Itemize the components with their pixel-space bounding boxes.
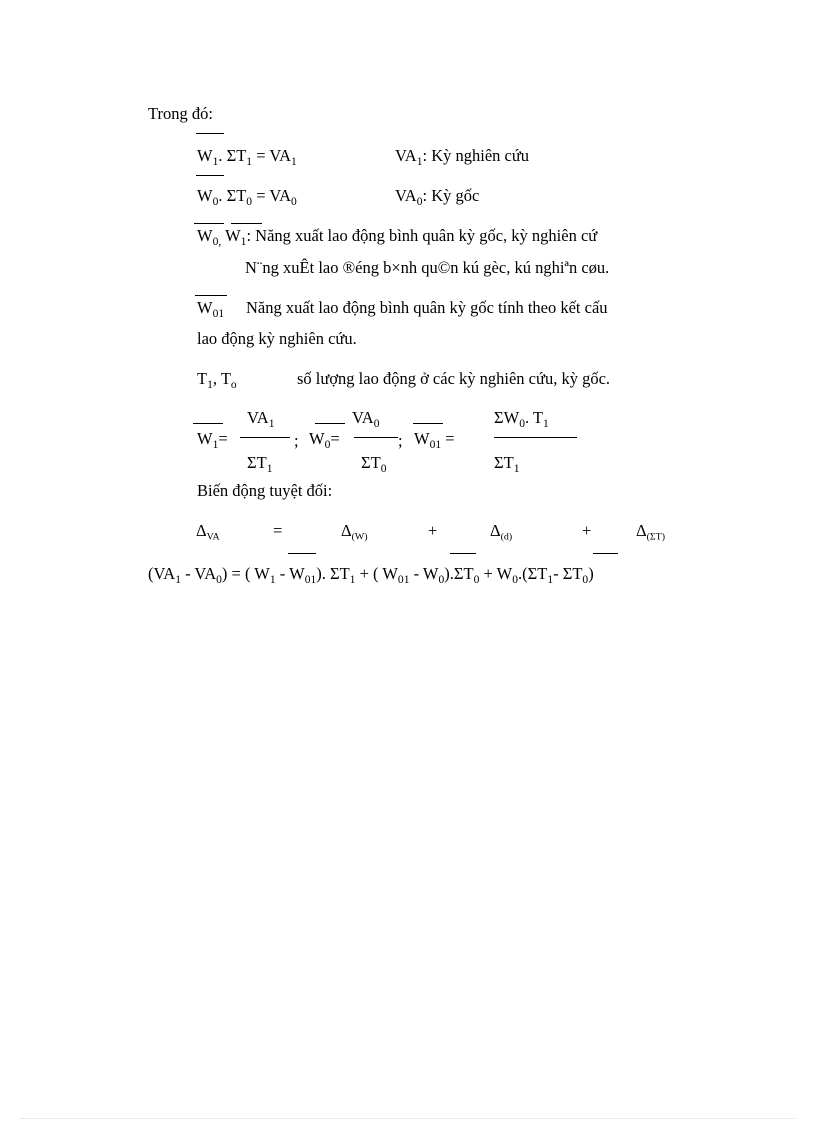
frac3-den: $\Sigma T_1$ <box>494 453 520 476</box>
overline <box>231 223 262 224</box>
overline <box>315 423 345 424</box>
sep2: ; <box>398 431 403 450</box>
def5-symbol: $T_1$, $T_o$ <box>197 369 237 392</box>
intro-label: Trong đó: <box>148 104 213 123</box>
def1-formula: $W_1$. $\Sigma T_1 = VA_1$ <box>197 146 297 169</box>
overline <box>193 423 223 424</box>
frac3-line <box>494 437 577 438</box>
delta-st: $\Delta_{(\Sigma T)}$ <box>636 521 665 543</box>
w1-lhs: $W_1=$ <box>197 429 228 452</box>
delta-w: $\Delta_{(W)}$ <box>341 521 368 543</box>
delta-va: $\Delta_{VA}$ <box>196 521 220 543</box>
frac3-num: $\Sigma W_0$. $T_1$ <box>494 408 549 431</box>
def2-formula: $W_0$. $\Sigma T_0 = VA_0$ <box>197 186 297 209</box>
overline <box>196 133 224 134</box>
abs-change-label: Biến động tuyệt đối: <box>197 481 333 500</box>
def4-line2: lao động kỳ nghiên cứu. <box>197 329 357 348</box>
delta-plus2: + <box>582 521 592 540</box>
page-footer-rule <box>20 1118 796 1119</box>
frac1-num: $VA_1$ <box>247 408 275 431</box>
frac2-den: $\Sigma T_0$ <box>361 453 387 476</box>
def4-symbol: $W_{01}$ <box>197 298 225 321</box>
frac2-line <box>354 437 398 438</box>
frac2-num: $VA_0$ <box>352 408 380 431</box>
frac1-line <box>240 437 290 438</box>
overline <box>196 175 224 176</box>
def3-line1: $W_{0,}$ $W_1$: Năng xuất lao động bình quân kỳ gốc, kỳ nghiên cứ <box>197 226 598 249</box>
overline <box>194 223 224 224</box>
delta-d: $\Delta_{(d)}$ <box>490 521 513 543</box>
delta-plus1: + <box>428 521 438 540</box>
frac1-den: $\Sigma T_1$ <box>247 453 273 476</box>
decomposition-formula: $(VA_1 - VA_0)$ = ( $W_1 - W_{01}$). $\Sigma T_1$ + ( $W_{01} - W_0).\Sigma T_0 + W_0.(\Sigma T_1-$ $\Sigma T_0$) <box>148 564 594 587</box>
sep1: ; <box>294 431 299 450</box>
overline <box>450 553 476 554</box>
def5-text: số lượng lao động ở các kỳ nghiên cứu, kỳ gốc. <box>297 369 611 388</box>
def1-desc: $VA_1$: Kỳ nghiên cứu <box>395 146 530 169</box>
def2-desc: $VA_0$: Kỳ gốc <box>395 186 480 209</box>
overline <box>195 295 227 296</box>
def3-garbled: N¨ng xuÊt lao ®éng b×nh qu©n kú gèc, kú nghiªn cøu. <box>245 258 610 277</box>
w01-lhs: $W_{01}$ = <box>414 429 455 452</box>
w0-lhs: $W_0=$ <box>309 429 340 452</box>
def4-line1: Năng xuất lao động bình quân kỳ gốc tính theo kết cấu <box>246 298 608 317</box>
delta-eq: = <box>273 521 283 540</box>
overline <box>413 423 443 424</box>
overline <box>593 553 618 554</box>
overline <box>288 553 316 554</box>
